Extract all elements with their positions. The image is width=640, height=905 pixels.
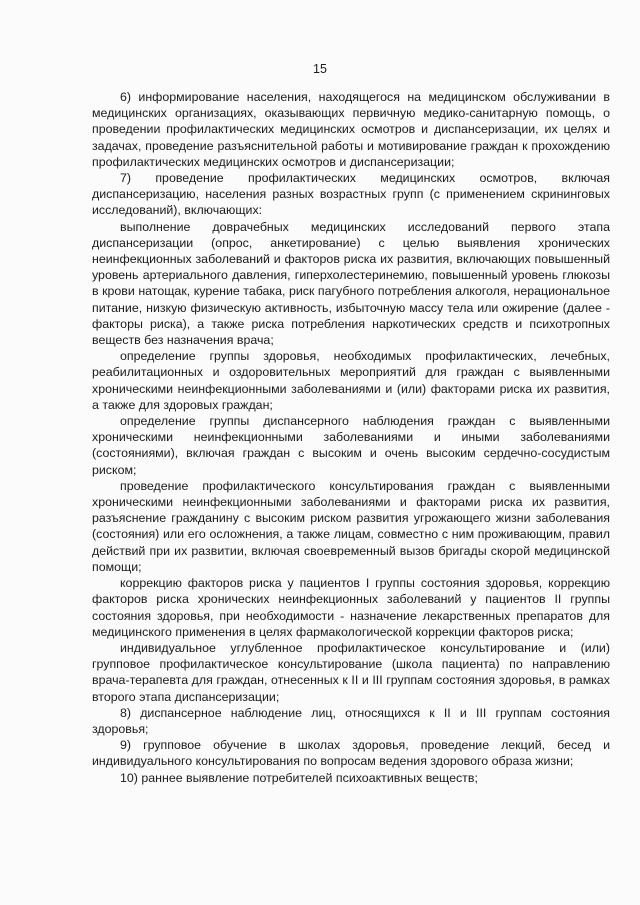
paragraph-dispensary-group-definition: определение группы диспансерного наблюдения граждан с выявленными хроническими неинфекционными заболеваниями и иными заболеваниями (состояниями), включая граждан с высоким и очень высоким сердечно-сосудистым риском; [92,414,610,477]
paragraph-preventive-counseling: проведение профилактического консультирования граждан с выявленными хроническими неинфекционными заболеваниями и факторами риска их развития, разъяснение гражданину с высоким риском развития угрожающего жизни заболевания (состояния) или его осложнения, а также лицам, совместно с ним проживающим, правил действий при их развитии, включая своевременный вызов бригады скорой медицинской помощи; [92,478,610,574]
paragraph-risk-factor-correction: коррекцию факторов риска у пациентов I группы состояния здоровья, коррекцию факторов риска хронических неинфекционных заболеваний у пациентов II группы состояния здоровья, при необходимости - назначение лекарственных препаратов для медицинского применения в целях фармакологической коррекции факторов риска; [92,576,610,639]
paragraph-in-depth-counseling: индивидуальное углубленное профилактическое консультирование и (или) групповое профилактическое консультирование (школа пациента) по направлению врача-терапевта для граждан, отнесенных к II и III группам состояния здоровья, в рамках второго этапа диспансеризации; [92,640,610,704]
document-body [92,89,610,786]
paragraph-item-7: 7) проведение профилактических медицинских осмотров, включая диспансеризацию, населения разных возрастных групп (с применением скрининговых исследований), включающих: [92,171,610,218]
page-number: 15 [313,62,327,76]
paragraph-item-9: 9) групповое обучение в школах здоровья, проведение лекций, бесед и индивидуального консультирования по вопросам ведения здорового образа жизни; [92,738,610,769]
paragraph-item-10: 10) раннее выявление потребителей психоактивных веществ; [120,770,478,785]
paragraph-item-8: 8) диспансерное наблюдение лиц, относящихся к II и III группам состояния здоровья; [92,705,610,736]
paragraph-item-6: 6) информирование населения, находящегося на медицинском обслуживании в медицинских организациях, оказывающих первичную медико-санитарную помощь, о проведении профилактических медицинских осмотров и диспансеризации, их целях и задачах, проведение разъяснительной работы и мотивирование граждан к прохождению профилактических медицинских осмотров и диспансеризации; [92,90,610,169]
paragraph-pre-medical-examinations: выполнение доврачебных медицинских исследований первого этапа диспансеризации (опрос, анкетирование) с целью выявления хронических неинфекционных заболеваний и факторов риска их развития, включающих повышенный уровень артериального давления, гиперхолестеринемию, повышенный уровень глюкозы в крови натощак, курение табака, риск пагубного потребления алкоголя, нерациональное питание, низкую физическую активность, избыточную массу тела или ожирение (далее - факторы риска), а также риска потребления наркотических средств и психотропных веществ без назначения врача; [92,219,610,348]
paragraph-health-group-definition: определение группы здоровья, необходимых профилактических, лечебных, реабилитационных и оздоровительных мероприятий для граждан с выявленными хроническими неинфекционными заболеваниями и (или) факторами риска их развития, а также для здоровых граждан; [92,349,610,412]
